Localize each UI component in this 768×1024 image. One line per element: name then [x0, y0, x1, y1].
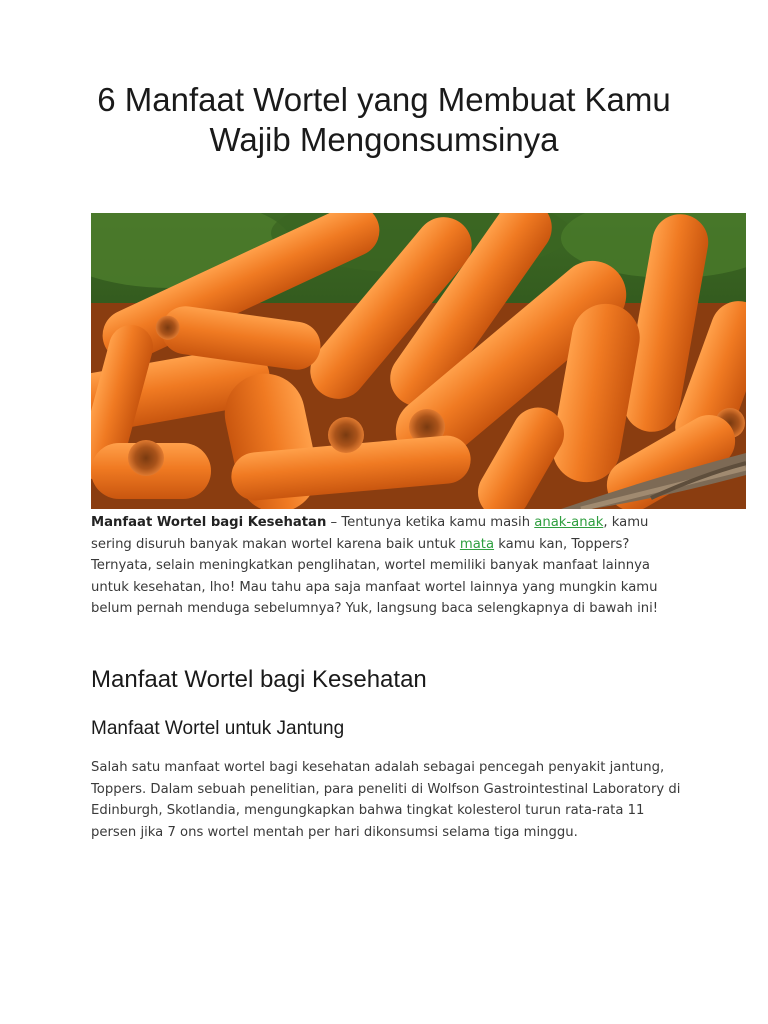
subsection-heading: Manfaat Wortel untuk Jantung	[91, 718, 345, 739]
carrots-hero-image	[91, 213, 746, 509]
intro-text-3: kamu kan, Toppers? Ternyata, selain meningkatkan penglihatan, wortel memiliki banyak manfaat lainnya untuk kesehatan, lho! Mau tahu apa saja manfaat wortel lainnya yang mungkin kamu belum pernah menduga sebelumnya? Yuk, langsung baca selengkapnya di bawah ini!	[91, 536, 659, 616]
link-anak-anak[interactable]: anak-anak	[534, 515, 604, 530]
section-heading: Manfaat Wortel bagi Kesehatan	[91, 666, 427, 693]
carrots-photo	[91, 213, 746, 509]
intro-text-1: – Tentunya ketika kamu masih	[326, 515, 535, 530]
intro-text-2: , kamu sering disuruh banyak makan wortel karena baik untuk	[91, 515, 649, 552]
intro-lead-bold: Manfaat Wortel bagi Kesehatan	[91, 515, 327, 530]
link-mata[interactable]: mata	[459, 536, 495, 552]
subsection-body: Salah satu manfaat wortel bagi kesehatan adalah sebagai pencegah penyakit jantung, Toppers. Dalam sebuah penelitian, para peneliti di Wolfson Gastrointestinal Laboratory di Edinburgh, Skotlandia, mengungkapkan bahwa tingkat kolesterol turun rata-rata 11 persen jika 7 ons wortel mentah per hari dikonsumsi selama tiga minggu.	[91, 760, 681, 840]
article-title: 6 Manfaat Wortel yang Membuat Kamu Wajib Mengonsumsinya	[97, 81, 671, 158]
intro-paragraph	[91, 512, 681, 620]
